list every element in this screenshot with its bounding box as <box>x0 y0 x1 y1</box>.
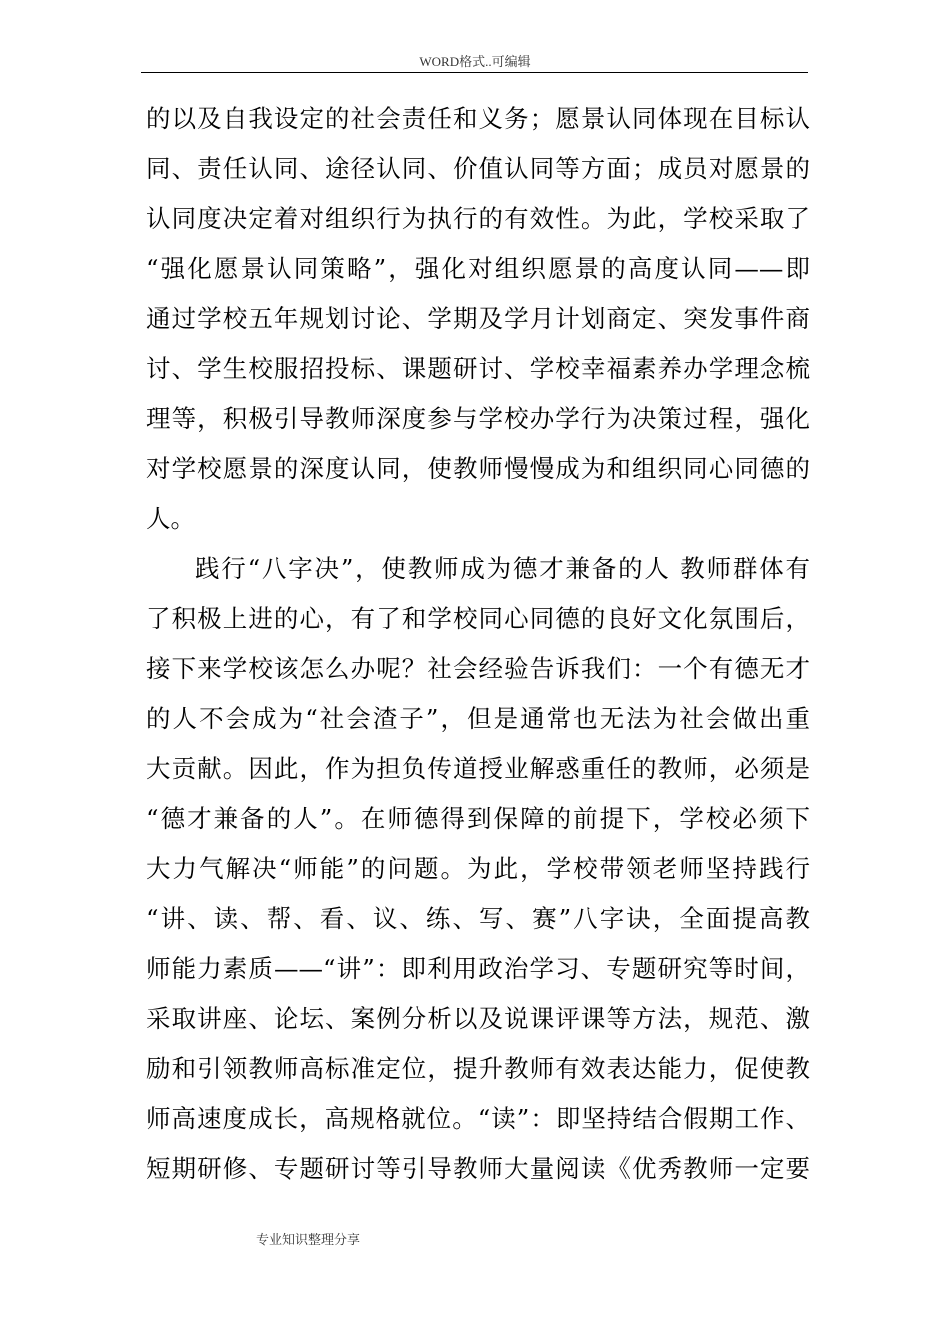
text-line: “讲、读、帮、看、议、练、写、赛”八字诀，全面提高教 <box>146 904 810 933</box>
text-line: 师能力素质——“讲”：即利用政治学习、专题研究等时间， <box>146 954 810 983</box>
text-line: 师高速度成长，高规格就位。“读”：即坚持结合假期工作、 <box>146 1104 810 1133</box>
text-line: 大力气解决“师能”的问题。为此，学校带领老师坚持践行 <box>146 854 810 883</box>
text-line: 认同度决定着对组织行为执行的有效性。为此，学校采取了 <box>146 204 810 233</box>
text-line: “强化愿景认同策略”，强化对组织愿景的高度认同——即 <box>146 254 810 283</box>
text-line: 通过学校五年规划讨论、学期及学月计划商定、突发事件商 <box>146 304 810 333</box>
text-line: 对学校愿景的深度认同，使教师慢慢成为和组织同心同德的 <box>146 454 810 483</box>
text-line: 讨、学生校服招投标、课题研讨、学校幸福素养办学理念梳 <box>146 354 810 383</box>
paragraph-1 <box>146 94 810 544</box>
text-line: 短期研修、专题研讨等引导教师大量阅读《优秀教师一定要 <box>146 1154 810 1183</box>
text-line: 的人不会成为“社会渣子”，但是通常也无法为社会做出重 <box>146 704 810 733</box>
page-header: WORD格式..可编辑 <box>419 54 531 69</box>
text-line: 了积极上进的心，有了和学校同心同德的良好文化氛围后， <box>146 604 810 633</box>
text-line: 接下来学校该怎么办呢？社会经验告诉我们：一个有德无才 <box>146 654 810 683</box>
page-footer: 专业知识整理分享 <box>256 1233 361 1248</box>
text-line: 励和引领教师高标准定位，提升教师有效表达能力，促使教 <box>146 1054 810 1083</box>
header-divider <box>141 72 808 73</box>
text-line: 践行“八字决”，使教师成为德才兼备的人 教师群体有 <box>195 554 810 583</box>
text-line: 大贡献。因此，作为担负传道授业解惑重任的教师，必须是 <box>146 754 810 783</box>
text-line: 理等，积极引导教师深度参与学校办学行为决策过程，强化 <box>146 404 810 433</box>
text-line: 人。 <box>146 504 195 533</box>
text-line: 的以及自我设定的社会责任和义务；愿景认同体现在目标认 <box>146 104 810 133</box>
text-line: 采取讲座、论坛、案例分析以及说课评课等方法，规范、激 <box>146 1004 810 1033</box>
document-body <box>146 94 810 1194</box>
text-line: 同、责任认同、途径认同、价值认同等方面；成员对愿景的 <box>146 154 810 183</box>
text-line: “德才兼备的人”。在师德得到保障的前提下，学校必须下 <box>146 804 810 833</box>
paragraph-2 <box>146 544 810 1194</box>
